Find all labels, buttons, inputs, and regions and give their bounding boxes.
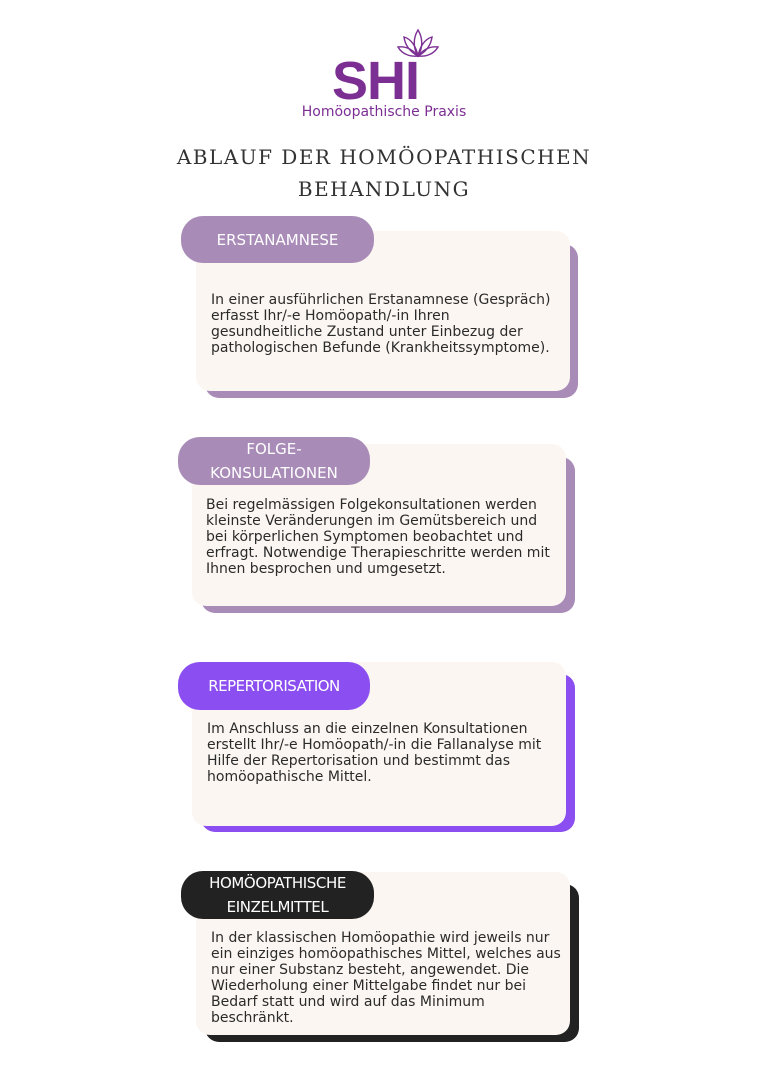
step-label-text: FOLGE-KONSULATIONEN — [210, 440, 338, 482]
step-label-folgekonsultationen — [178, 437, 370, 485]
step-text-folgekonsultationen: Bei regelmässigen Folgekonsultationen werden kleinste Veränderungen im Gemütsbereich und bei körperlichen Symptomen beobachtet und erfragt. Notwendige Therapieschritte werden mit Ihnen besprochen und umgesetzt. — [206, 497, 550, 577]
step-label-text: ERSTANAMNESE — [216, 230, 339, 249]
step-text-einzelmittel: In der klassischen Homöopathie wird jeweils nur ein einziges homöopathisches Mittel, welches aus nur einer Substanz besteht, angewendet. Die Wiederholung einer Mittelgabe findet nur bei Bedarf statt und wird auf das Minimum beschränkt. — [211, 930, 561, 1026]
step-text-erstanamnese: In einer ausführlichen Erstanamnese (Gespräch) erfasst Ihr/-e Homöopath/-in Ihren gesundheitliche Zustand unter Einbezug der pathologischen Befunde (Krankheitssymptome). — [211, 292, 551, 356]
logo — [284, 26, 484, 126]
step-text-repertorisation: Im Anschluss an die einzelnen Konsultationen erstellt Ihr/-e Homöopath/-in die Fallanalyse mit Hilfe der Repertorisation und bestimmt das homöopathische Mittel. — [207, 721, 542, 785]
step-label-erstanamnese — [181, 216, 374, 263]
logo-subtitle: Homöopathische Praxis — [301, 104, 467, 120]
step-label-repertorisation — [178, 662, 370, 710]
step-label-einzelmittel — [181, 871, 374, 919]
step-label-text: HOMÖOPATHISCHE EINZELMITTEL — [209, 874, 346, 916]
logo-mark: SHI — [332, 51, 420, 111]
page-title: ABLAUF DER HOMÖOPATHISCHEN BEHANDLUNG — [176, 145, 592, 201]
step-text-clip — [211, 930, 566, 1034]
step-label-text: REPERTORISATION — [208, 677, 340, 695]
